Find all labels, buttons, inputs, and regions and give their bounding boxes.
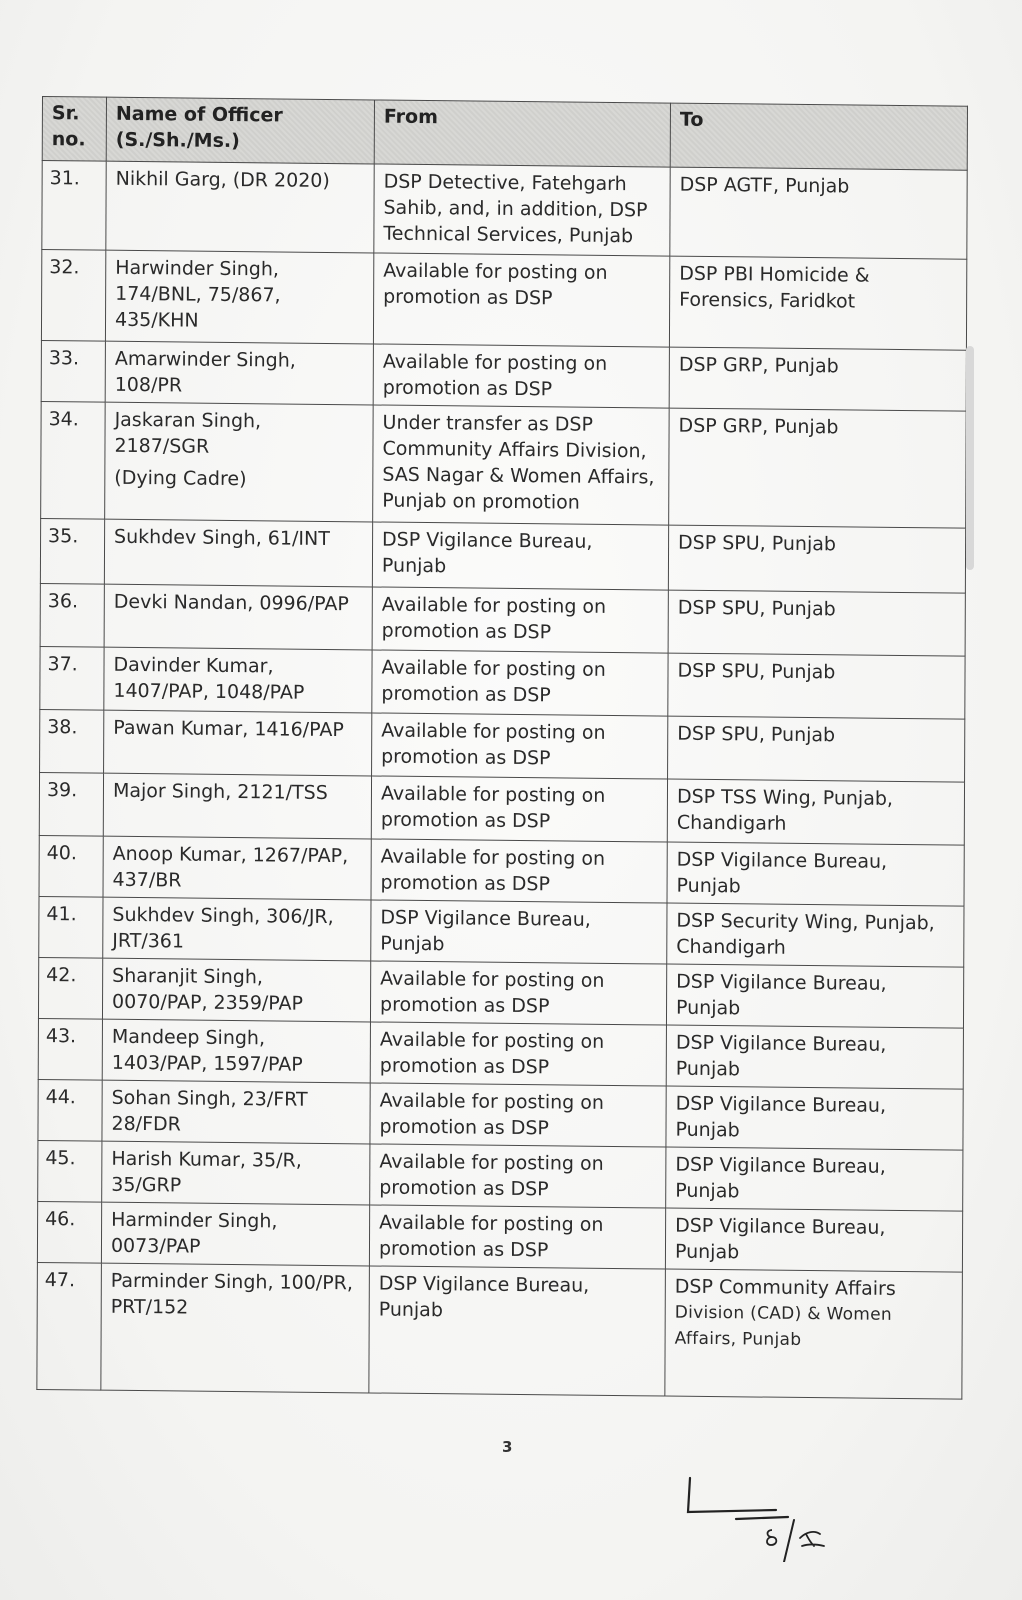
from-cell bbox=[370, 961, 666, 1025]
from-cell-line: DSP Vigilance Bureau, bbox=[378, 1272, 590, 1297]
from-cell-line: promotion as DSP bbox=[379, 1115, 549, 1140]
to-cell-line: Punjab bbox=[675, 1179, 740, 1203]
officer-name-cell bbox=[103, 897, 371, 961]
officer-name-cell-line: Major Singh, 2121/TSS bbox=[112, 779, 328, 804]
from-cell-line: Punjab bbox=[381, 554, 447, 578]
to-cell-line: DSP Vigilance Bureau, bbox=[676, 970, 887, 995]
to-cell bbox=[669, 347, 966, 411]
sr-no-cell: 39. bbox=[39, 772, 103, 836]
from-cell-line: Available for posting on bbox=[379, 1211, 604, 1236]
to-cell bbox=[668, 716, 965, 782]
from-cell-line: Available for posting on bbox=[380, 967, 605, 992]
cadre-note: (Dying Cadre) bbox=[114, 466, 247, 491]
to-cell bbox=[665, 1208, 962, 1272]
officer-name-cell-line: Mandeep Singh, bbox=[111, 1025, 266, 1050]
sr-no-cell: 45. bbox=[38, 1140, 102, 1202]
sr-no-cell: 32. bbox=[41, 249, 105, 341]
to-cell-line: DSP Vigilance Bureau, bbox=[675, 1092, 887, 1117]
sr-no-cell: 42. bbox=[38, 957, 102, 1019]
table-row bbox=[38, 1018, 963, 1089]
from-cell-line: Available for posting on bbox=[383, 259, 608, 284]
from-cell-line: Available for posting on bbox=[380, 782, 606, 807]
from-cell bbox=[370, 1144, 666, 1208]
sr-no-cell: 37. bbox=[40, 646, 104, 710]
officer-name-cell-line: 35/GRP bbox=[111, 1173, 182, 1197]
officer-name-cell bbox=[104, 710, 372, 776]
table-row bbox=[40, 646, 965, 719]
from-cell-line: Available for posting on bbox=[379, 1089, 605, 1114]
to-cell-line: Chandigarh bbox=[676, 811, 787, 835]
table-row bbox=[38, 957, 963, 1028]
officer-name-cell bbox=[104, 519, 372, 587]
table-row bbox=[40, 583, 965, 656]
officer-name-cell bbox=[103, 773, 371, 839]
from-cell-line: Under transfer as DSP bbox=[382, 411, 593, 436]
officer-name-cell-line: Devki Nandan, 0996/PAP bbox=[113, 590, 349, 616]
sr-no-cell: 33. bbox=[41, 340, 105, 402]
table-row bbox=[38, 1079, 963, 1150]
header-from: From bbox=[374, 100, 670, 167]
from-cell-line: promotion as DSP bbox=[379, 1176, 549, 1201]
from-cell bbox=[371, 900, 667, 964]
table-header-row bbox=[42, 97, 967, 171]
officer-name-cell-line: Nikhil Garg, (DR 2020) bbox=[115, 167, 330, 193]
to-cell-line: DSP Vigilance Bureau, bbox=[675, 1031, 887, 1056]
page-number: 3 bbox=[502, 1438, 513, 1456]
to-cell-line: DSP Security Wing, Punjab, bbox=[676, 909, 935, 935]
to-cell-line: DSP Vigilance Bureau, bbox=[675, 1153, 886, 1178]
officer-name-cell bbox=[105, 341, 373, 405]
officer-name-cell bbox=[102, 1080, 370, 1144]
table-row bbox=[39, 896, 964, 967]
to-cell-line: Punjab bbox=[675, 1118, 740, 1142]
from-cell-line: DSP Vigilance Bureau, bbox=[382, 528, 593, 553]
from-cell-line: promotion as DSP bbox=[379, 1054, 550, 1079]
table-row bbox=[39, 772, 964, 845]
officer-name-cell-line: Sharanjit Singh, bbox=[112, 964, 264, 989]
sr-no-cell: 41. bbox=[39, 896, 103, 958]
table-body bbox=[37, 161, 967, 1400]
officer-name-cell bbox=[106, 161, 374, 253]
officer-name-cell-line: Jaskaran Singh, bbox=[114, 408, 262, 433]
posting-table bbox=[36, 96, 968, 1400]
sr-no-cell: 44. bbox=[38, 1079, 102, 1141]
to-cell bbox=[668, 653, 965, 719]
sr-no-cell: 40. bbox=[39, 835, 103, 897]
header-name-of-officer: Name of Officer (S./Sh./Ms.) bbox=[106, 97, 374, 164]
officer-name-cell-line: Davinder Kumar, bbox=[113, 653, 274, 678]
to-cell-line: Forensics, Faridkot bbox=[679, 288, 856, 313]
sr-no-cell: 46. bbox=[37, 1201, 101, 1263]
from-cell-line: Available for posting on bbox=[381, 593, 607, 618]
from-cell-line: promotion as DSP bbox=[378, 1237, 549, 1262]
to-cell bbox=[667, 842, 964, 906]
to-cell-line: DSP SPU, Punjab bbox=[677, 722, 836, 747]
from-cell bbox=[372, 587, 668, 653]
from-cell bbox=[371, 776, 667, 842]
to-cell bbox=[667, 779, 964, 845]
to-cell-line: DSP Vigilance Bureau, bbox=[675, 1214, 886, 1239]
from-cell bbox=[369, 1266, 666, 1396]
table-row bbox=[41, 401, 967, 528]
officer-name-cell-line: 2187/SGR bbox=[114, 434, 210, 458]
sr-no-cell: 35. bbox=[40, 518, 104, 584]
to-cell-line: DSP GRP, Punjab bbox=[678, 353, 839, 378]
to-cell-line: Punjab bbox=[674, 1240, 740, 1264]
officer-name-cell-line: Amarwinder Singh, bbox=[114, 347, 296, 372]
from-cell-line: DSP Detective, Fatehgarh bbox=[383, 170, 627, 196]
officer-name-cell-line: Sohan Singh, 23/FRT bbox=[111, 1086, 308, 1111]
from-cell-line: Available for posting on bbox=[380, 845, 606, 870]
officer-name-cell bbox=[104, 647, 372, 713]
from-cell-line: Punjab on promotion bbox=[382, 489, 580, 514]
from-cell-line: promotion as DSP bbox=[380, 871, 551, 896]
from-cell-line: Available for posting on bbox=[379, 1150, 604, 1175]
from-cell-line: Available for posting on bbox=[381, 656, 606, 681]
to-cell bbox=[666, 1147, 963, 1211]
officer-name-cell-line: Sukhdev Singh, 306/JR, bbox=[112, 903, 334, 929]
from-cell-line: Available for posting on bbox=[381, 719, 606, 744]
officer-name-cell-line: Parminder Singh, 100/PR, bbox=[110, 1269, 353, 1295]
from-cell bbox=[373, 405, 670, 525]
from-cell-line: Community Affairs Division, bbox=[382, 437, 647, 463]
table-row bbox=[42, 161, 967, 260]
officer-name-cell-line: Anoop Kumar, 1267/PAP, bbox=[112, 842, 349, 868]
to-cell-line: DSP Vigilance Bureau, bbox=[676, 848, 888, 873]
to-cell-line: DSP AGTF, Punjab bbox=[679, 173, 850, 198]
to-cell-line: DSP Community Affairs bbox=[674, 1275, 896, 1300]
table-row bbox=[39, 835, 964, 906]
officer-name-cell-line: 0070/PAP, 2359/PAP bbox=[112, 990, 304, 1015]
to-cell-line: Chandigarh bbox=[676, 935, 786, 959]
to-cell bbox=[666, 1086, 963, 1150]
officer-name-cell bbox=[102, 1141, 370, 1205]
from-cell bbox=[373, 253, 669, 347]
from-cell-line: Technical Services, Punjab bbox=[383, 222, 634, 248]
from-cell-line: promotion as DSP bbox=[381, 619, 552, 644]
officer-name-cell bbox=[103, 836, 371, 900]
officer-name-cell bbox=[105, 250, 373, 344]
sr-no-cell: 31. bbox=[42, 161, 106, 251]
sr-no-cell: 34. bbox=[41, 401, 106, 519]
from-cell-line: Punjab bbox=[380, 932, 445, 956]
to-cell-line: DSP GRP, Punjab bbox=[678, 414, 839, 439]
officer-name-cell-line: 1407/PAP, 1048/PAP bbox=[113, 679, 305, 704]
table-row bbox=[40, 709, 965, 782]
officer-name-cell-line: 108/PR bbox=[114, 373, 183, 397]
to-cell-line: Affairs, Punjab bbox=[674, 1328, 802, 1350]
from-cell-line: promotion as DSP bbox=[380, 808, 551, 833]
to-cell-line: Punjab bbox=[676, 874, 741, 898]
to-cell bbox=[665, 1269, 963, 1399]
to-cell-line: DSP PBI Homicide & bbox=[679, 262, 870, 287]
from-cell-line: promotion as DSP bbox=[383, 285, 553, 310]
to-cell bbox=[666, 1025, 963, 1089]
officer-name-cell-line: Sukhdev Singh, 61/INT bbox=[114, 525, 330, 551]
officer-name-cell-line: 174/BNL, 75/867, bbox=[115, 282, 281, 307]
from-cell bbox=[372, 650, 668, 716]
from-cell bbox=[372, 522, 668, 590]
to-cell-line: DSP TSS Wing, Punjab, bbox=[676, 785, 894, 810]
to-cell bbox=[668, 525, 965, 593]
to-cell bbox=[670, 167, 967, 259]
officer-name-cell-line: PRT/152 bbox=[110, 1295, 189, 1319]
officer-name-cell bbox=[102, 1019, 370, 1083]
to-cell bbox=[669, 256, 966, 350]
handwritten-signature bbox=[676, 1452, 846, 1562]
officer-name-cell-line: JRT/361 bbox=[112, 929, 185, 953]
from-cell-line: Available for posting on bbox=[379, 1028, 605, 1053]
from-cell-line: promotion as DSP bbox=[381, 682, 551, 707]
sr-no-cell: 47. bbox=[37, 1262, 102, 1390]
officer-name-cell bbox=[101, 1202, 369, 1266]
officer-name-cell-line: 435/KHN bbox=[114, 308, 199, 332]
from-cell bbox=[371, 839, 667, 903]
from-cell bbox=[369, 1205, 665, 1269]
from-cell bbox=[372, 713, 668, 779]
officer-name-cell-line: 437/BR bbox=[112, 868, 182, 892]
officer-name-cell-line: 1403/PAP, 1597/PAP bbox=[111, 1051, 303, 1076]
from-cell-line: Available for posting on bbox=[382, 350, 608, 375]
from-cell-line: Punjab bbox=[378, 1298, 443, 1322]
table-row bbox=[41, 249, 966, 350]
officer-name-cell bbox=[101, 1263, 370, 1393]
from-cell-line: Sahib, and, in addition, DSP bbox=[383, 196, 648, 222]
officer-name-cell bbox=[105, 402, 374, 522]
from-cell-line: DSP Vigilance Bureau, bbox=[380, 906, 591, 931]
header-sr-no: Sr. no. bbox=[42, 97, 106, 162]
to-cell bbox=[668, 590, 965, 656]
officer-name-cell-line: 0073/PAP bbox=[110, 1234, 201, 1258]
officer-name-cell-line: 28/FDR bbox=[111, 1112, 181, 1136]
officer-name-cell-line: Harwinder Singh, bbox=[115, 256, 280, 281]
officer-name-cell bbox=[102, 958, 370, 1022]
from-cell-line: promotion as DSP bbox=[379, 993, 550, 1018]
officer-name-cell-line: Harminder Singh, bbox=[111, 1208, 278, 1233]
sr-no-cell: 38. bbox=[40, 709, 104, 773]
from-cell-line: SAS Nagar & Women Affairs, bbox=[382, 463, 655, 489]
officer-name-cell-line: Pawan Kumar, 1416/PAP bbox=[113, 716, 344, 742]
from-cell bbox=[373, 344, 669, 408]
table-row bbox=[37, 1262, 963, 1399]
table-row bbox=[40, 518, 965, 593]
officer-name-cell-line: Harish Kumar, 35/R, bbox=[111, 1147, 302, 1172]
sr-no-cell: 36. bbox=[40, 583, 104, 647]
from-cell bbox=[374, 164, 670, 256]
scrollbar[interactable] bbox=[966, 346, 974, 570]
header-to: To bbox=[670, 103, 967, 170]
to-cell bbox=[667, 903, 964, 967]
from-cell bbox=[370, 1022, 666, 1086]
to-cell-line: Punjab bbox=[675, 996, 741, 1020]
table-row bbox=[41, 340, 966, 411]
to-cell bbox=[669, 408, 967, 528]
table-row bbox=[37, 1201, 962, 1272]
officer-name-cell bbox=[104, 584, 372, 650]
to-cell-line: Punjab bbox=[675, 1057, 741, 1081]
from-cell bbox=[370, 1083, 666, 1147]
to-cell-line: DSP SPU, Punjab bbox=[677, 659, 836, 684]
to-cell-line: DSP SPU, Punjab bbox=[678, 531, 837, 556]
from-cell-line: promotion as DSP bbox=[381, 745, 551, 770]
to-cell-line: Division (CAD) & Women bbox=[674, 1302, 893, 1325]
to-cell bbox=[666, 964, 963, 1028]
to-cell-line: DSP SPU, Punjab bbox=[677, 596, 836, 621]
from-cell-line: promotion as DSP bbox=[382, 376, 553, 401]
table-row bbox=[38, 1140, 963, 1211]
sr-no-cell: 43. bbox=[38, 1018, 102, 1080]
